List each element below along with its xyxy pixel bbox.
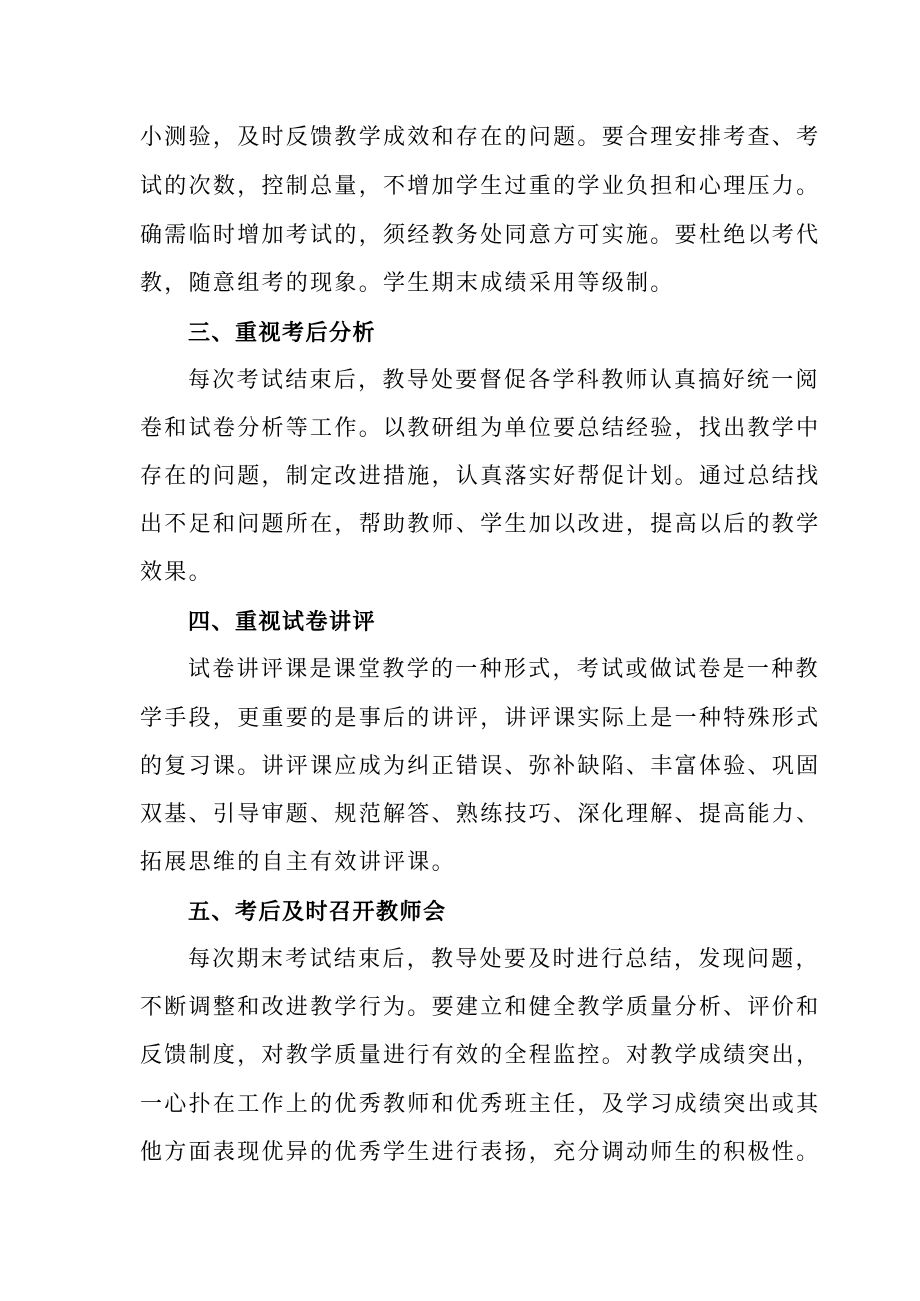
intro-line-3: 确需临时增加考试的，须经教务处同意方可实施。要杜绝以考代	[140, 223, 821, 248]
section-4-line-2: 学手段，更重要的是事后的讲评，讲评课实际上是一种特殊形式	[140, 706, 821, 731]
section-3-line-4: 出不足和问题所在，帮助教师、学生加以改进，提高以后的教学	[140, 512, 821, 537]
section-3-line-1: 每次考试结束后，教导处要督促各学科教师认真搞好统一阅	[188, 368, 820, 393]
section-4-line-4: 双基、引导审题、规范解答、熟练技巧、深化理解、提高能力、	[140, 802, 821, 827]
section-3-line-2: 卷和试卷分析等工作。以教研组为单位要总结经验，找出教学中	[140, 416, 821, 441]
intro-line-4: 教，随意组考的现象。学生期末成绩采用等级制。	[140, 271, 675, 296]
section-5-line-4: 一心扑在工作上的优秀教师和优秀班主任，及学习成绩突出或其	[140, 1092, 821, 1117]
section-3-heading: 三、重视考后分析	[188, 320, 377, 346]
section-3-line-3: 存在的问题，制定改进措施，认真落实好帮促计划。通过总结找	[140, 464, 821, 489]
intro-line-2: 试的次数，控制总量，不增加学生过重的学业负担和心理压力。	[140, 174, 821, 199]
section-5-heading: 五、考后及时召开教师会	[188, 899, 447, 925]
section-5-line-1: 每次期末考试结束后，教导处要及时进行总结，发现问题，	[188, 947, 820, 972]
section-5-line-2: 不断调整和改进教学行为。要建立和健全教学质量分析、评价和	[140, 995, 821, 1020]
section-4-line-1: 试卷讲评课是课堂教学的一种形式，考试或做试卷是一种教	[188, 657, 820, 682]
section-3-line-5: 效果。	[140, 560, 213, 585]
section-4-line-3: 的复习课。讲评课应成为纠正错误、弥补缺陷、丰富体验、巩固	[140, 754, 821, 779]
section-5-line-3: 反馈制度，对教学质量进行有效的全程监控。对教学成绩突出，	[140, 1043, 821, 1068]
intro-line-1: 小测验，及时反馈教学成效和存在的问题。要合理安排考查、考	[140, 125, 821, 150]
section-4-heading: 四、重视试卷讲评	[188, 609, 377, 635]
section-5-line-5: 他方面表现优异的优秀学生进行表扬，充分调动师生的积极性。	[140, 1140, 821, 1165]
section-4-line-5: 拓展思维的自主有效讲评课。	[140, 850, 456, 875]
